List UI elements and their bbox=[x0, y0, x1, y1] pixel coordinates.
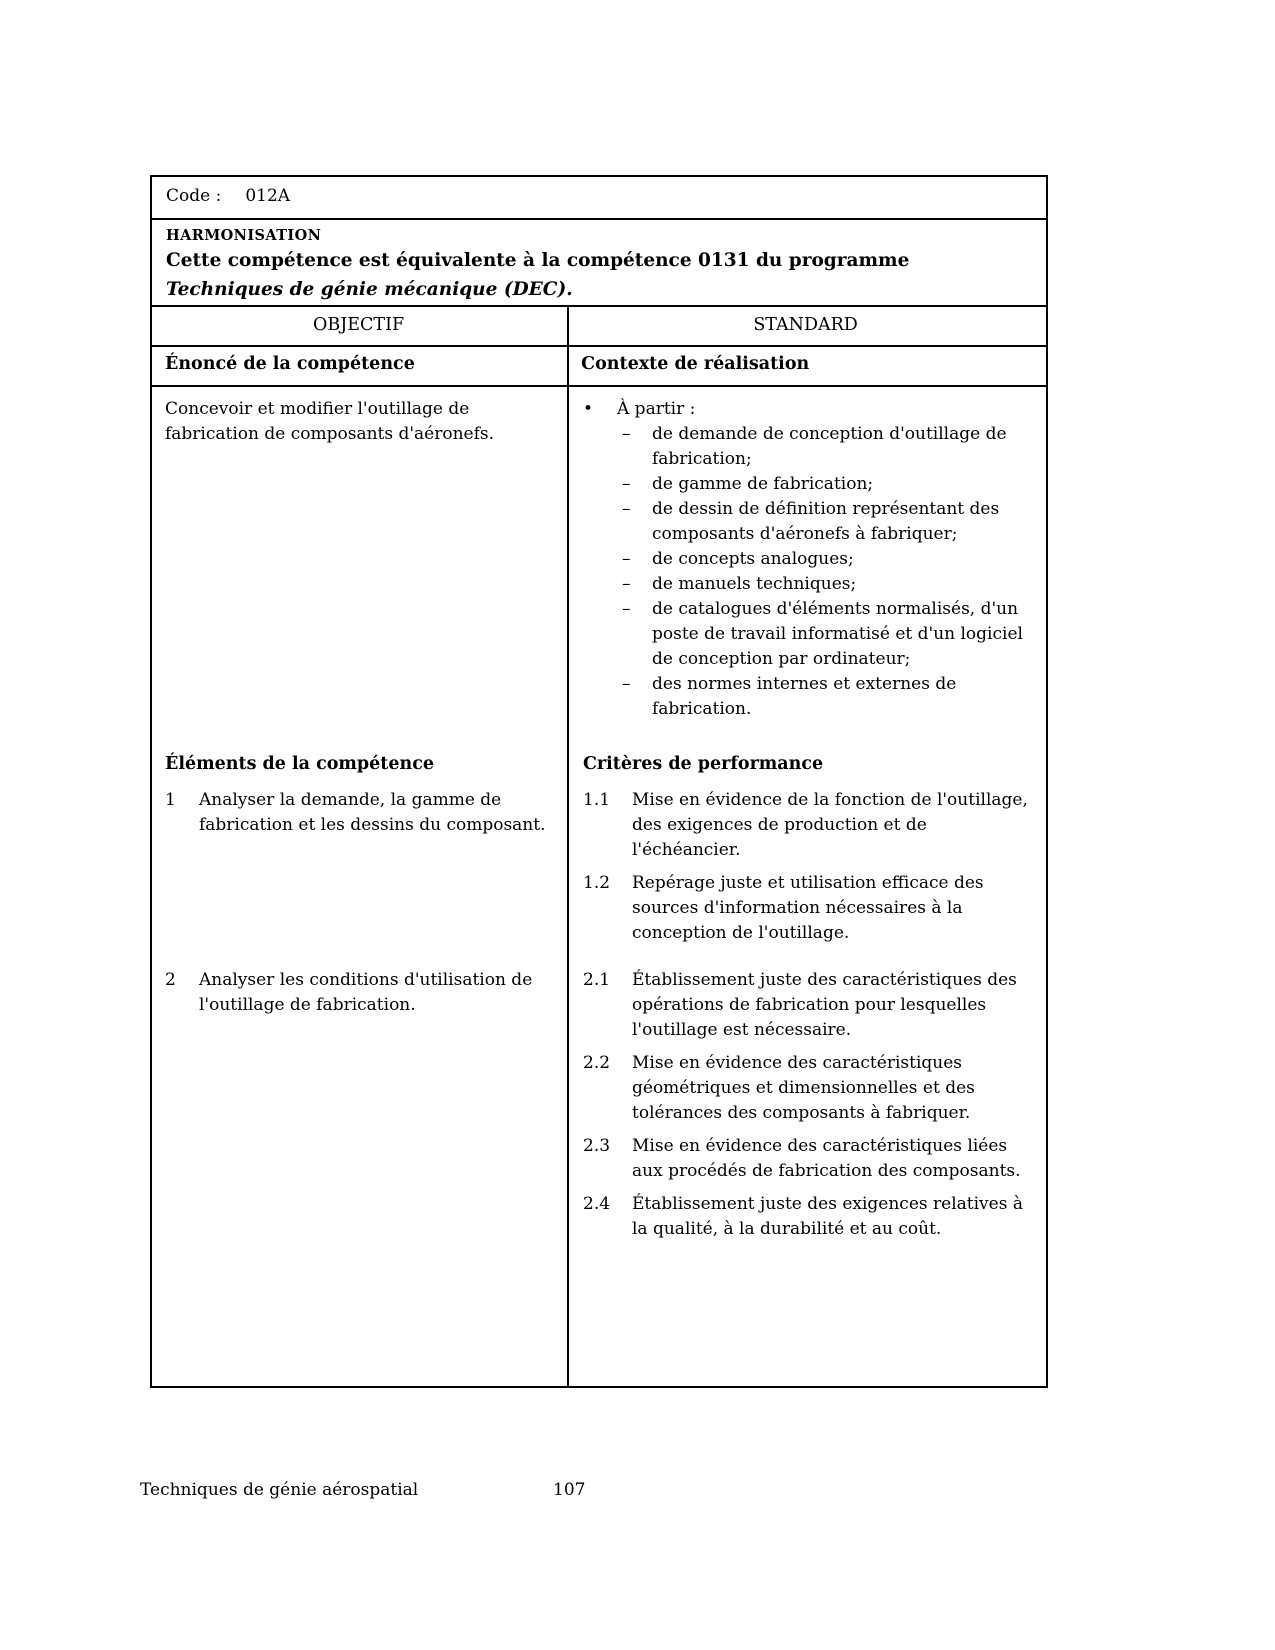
contexte-heading: Contexte de réalisation bbox=[581, 354, 810, 374]
criteria-text: Mise en évidence de la fonction de l'outillage, des exigences de production et de l'échéancier. bbox=[632, 790, 1028, 860]
dash-icon: – bbox=[622, 574, 631, 594]
contexte-item-text: des normes internes et externes de fabrication. bbox=[652, 674, 957, 719]
criteria-group-1-cell bbox=[567, 785, 1050, 965]
element-number: 2 bbox=[165, 970, 176, 990]
competency-table bbox=[150, 175, 1048, 1388]
contexte-item-text: de manuels techniques; bbox=[652, 574, 857, 594]
column-header-row bbox=[152, 307, 1046, 347]
element-text: Analyser les conditions d'utilisation de l'outillage de fabrication. bbox=[199, 970, 533, 1015]
criteria-number: 2.4 bbox=[583, 1194, 611, 1214]
columns-area bbox=[152, 307, 1046, 1386]
column-divider bbox=[567, 307, 569, 1386]
bullet-icon: • bbox=[583, 399, 594, 419]
element-2-cell bbox=[152, 965, 567, 1386]
contexte-item bbox=[622, 497, 1038, 547]
element-1-cell bbox=[152, 785, 567, 965]
enonce-text: Concevoir et modifier l'outillage de fabrication de composants d'aéronefs. bbox=[165, 399, 495, 444]
element-text: Analyser la demande, la gamme de fabrication et les dessins du composant. bbox=[199, 790, 546, 835]
code-label: Code : bbox=[166, 186, 222, 206]
criteria-number: 2.3 bbox=[583, 1136, 611, 1156]
contexte-intro-line bbox=[583, 397, 1038, 422]
contexte-item-text: de gamme de fabrication; bbox=[652, 474, 874, 494]
criteria-number: 1.1 bbox=[583, 790, 611, 810]
standard-header: STANDARD bbox=[753, 315, 858, 335]
enonce-text-cell bbox=[152, 387, 567, 747]
contexte-item bbox=[622, 672, 1038, 722]
contexte-item bbox=[622, 422, 1038, 472]
criteria-number: 2.2 bbox=[583, 1053, 611, 1073]
enonce-heading: Énoncé de la compétence bbox=[165, 354, 415, 374]
footer-page-number: 107 bbox=[553, 1480, 586, 1500]
contexte-item bbox=[622, 472, 1038, 497]
criteria-text: Établissement juste des caractéristiques des opérations de fabrication pour lesquelles l'outillage est nécessaire. bbox=[632, 970, 1017, 1040]
contexte-item-text: de concepts analogues; bbox=[652, 549, 854, 569]
criteria-item bbox=[583, 871, 1038, 946]
criteria-item bbox=[583, 968, 1038, 1043]
criteres-heading: Critères de performance bbox=[583, 754, 824, 774]
criteria-text: Repérage juste et utilisation efficace des sources d'information nécessaires à la conception de l'outillage. bbox=[632, 873, 984, 943]
dash-icon: – bbox=[622, 474, 631, 494]
harmonisation-section bbox=[152, 220, 1046, 307]
contexte-list-cell bbox=[567, 387, 1050, 747]
harmonisation-text bbox=[166, 246, 1032, 304]
harmonisation-text-lead: Cette compétence est équivalente à la compétence 0131 du programme bbox=[166, 250, 910, 271]
code-row bbox=[152, 177, 1046, 220]
footer-document-title: Techniques de génie aérospatial bbox=[140, 1480, 419, 1500]
content-grid bbox=[152, 387, 1046, 1386]
contexte-item-text: de demande de conception d'outillage de fabrication; bbox=[652, 424, 1007, 469]
criteria-group-2-cell bbox=[567, 965, 1050, 1386]
dash-icon: – bbox=[622, 499, 631, 519]
criteria-item bbox=[583, 1134, 1038, 1184]
dash-icon: – bbox=[622, 674, 631, 694]
contexte-item bbox=[622, 572, 1038, 597]
harmonisation-title: HARMONISATION bbox=[166, 227, 322, 244]
element-item bbox=[165, 788, 553, 838]
contexte-item bbox=[622, 597, 1038, 672]
criteria-text: Mise en évidence des caractéristiques liées aux procédés de fabrication des composants. bbox=[632, 1136, 1021, 1181]
criteria-number: 2.1 bbox=[583, 970, 611, 990]
criteria-text: Établissement juste des exigences relatives à la qualité, à la durabilité et au coût. bbox=[632, 1194, 1023, 1239]
elements-heading: Éléments de la compétence bbox=[165, 754, 435, 774]
criteria-item bbox=[583, 788, 1038, 863]
criteria-number: 1.2 bbox=[583, 873, 611, 893]
element-number: 1 bbox=[165, 790, 176, 810]
dash-icon: – bbox=[622, 599, 631, 619]
dash-icon: – bbox=[622, 549, 631, 569]
contexte-item bbox=[622, 547, 1038, 572]
criteria-item bbox=[583, 1051, 1038, 1126]
code-value: 012A bbox=[245, 186, 291, 206]
dash-icon: – bbox=[622, 424, 631, 444]
section-heading-row bbox=[152, 347, 1046, 387]
objectif-header: OBJECTIF bbox=[313, 315, 405, 335]
harmonisation-program-name: Techniques de génie mécanique (DEC). bbox=[166, 279, 573, 300]
contexte-intro: À partir : bbox=[617, 399, 696, 419]
element-item bbox=[165, 968, 553, 1018]
contexte-item-text: de catalogues d'éléments normalisés, d'un poste de travail informatisé et d'un logiciel de conception par ordinateur; bbox=[652, 599, 1023, 669]
criteria-text: Mise en évidence des caractéristiques géométriques et dimensionnelles et des tolérances des composants à fabriquer. bbox=[632, 1053, 975, 1123]
criteria-item bbox=[583, 1192, 1038, 1242]
contexte-item-text: de dessin de définition représentant des composants d'aéronefs à fabriquer; bbox=[652, 499, 1000, 544]
